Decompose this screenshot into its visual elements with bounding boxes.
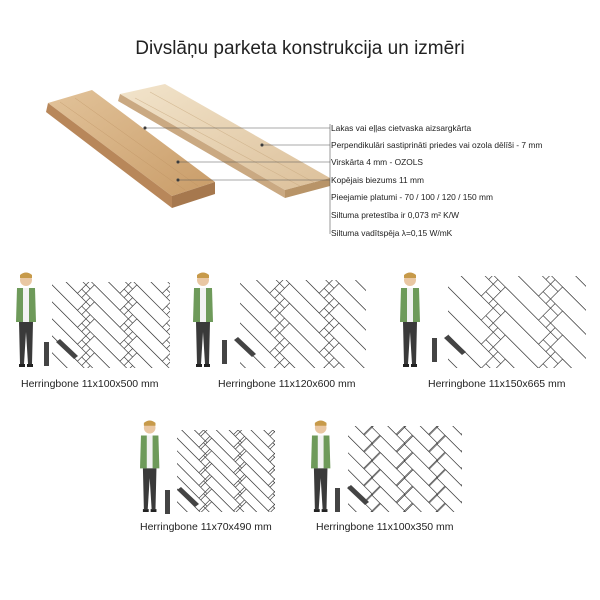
- person-scale-figure-3: [400, 273, 420, 368]
- caption-pattern-4: Herringbone 11x70x490 mm: [140, 521, 272, 533]
- caption-pattern-5: Herringbone 11x100x350 mm: [316, 521, 454, 533]
- person-scale-figure-2: [193, 273, 213, 368]
- person-scale-figure-4: [140, 420, 159, 512]
- herringbone-pattern-2: [181, 184, 478, 451]
- spec-thermal-resistance: Siltuma pretestība ir 0,073 m² K/W: [331, 210, 459, 220]
- spec-widths: Pieejamie platumi - 70 / 100 / 120 / 150 mm: [331, 192, 493, 202]
- spec-top-layer: Virskārta 4 mm - OZOLS: [331, 157, 423, 167]
- spec-total-thickness: Kopējais biezums 11 mm: [331, 175, 424, 185]
- herringbone-pattern-1: [1, 200, 256, 429]
- caption-pattern-3: Herringbone 11x150x665 mm: [428, 378, 566, 390]
- spec-cross-boards: Perpendikulāri sastiprināti priedes vai ozola dēlīši - 7 mm: [331, 140, 543, 150]
- page-title: Divslāņu parketa konstrukcija un izmēri: [135, 38, 465, 59]
- caption-pattern-1: Herringbone 11x100x500 mm: [21, 378, 159, 390]
- spec-protective-layer: Lakas vai eļļas cietvaska aizsargkārta: [331, 123, 472, 133]
- caption-pattern-2: Herringbone 11x120x600 mm: [218, 378, 356, 390]
- person-scale-figure-5: [311, 420, 330, 512]
- spec-thermal-conductivity: Siltuma vadītspēja λ=0,15 W/mK: [331, 228, 453, 238]
- person-scale-figure-1: [16, 273, 36, 368]
